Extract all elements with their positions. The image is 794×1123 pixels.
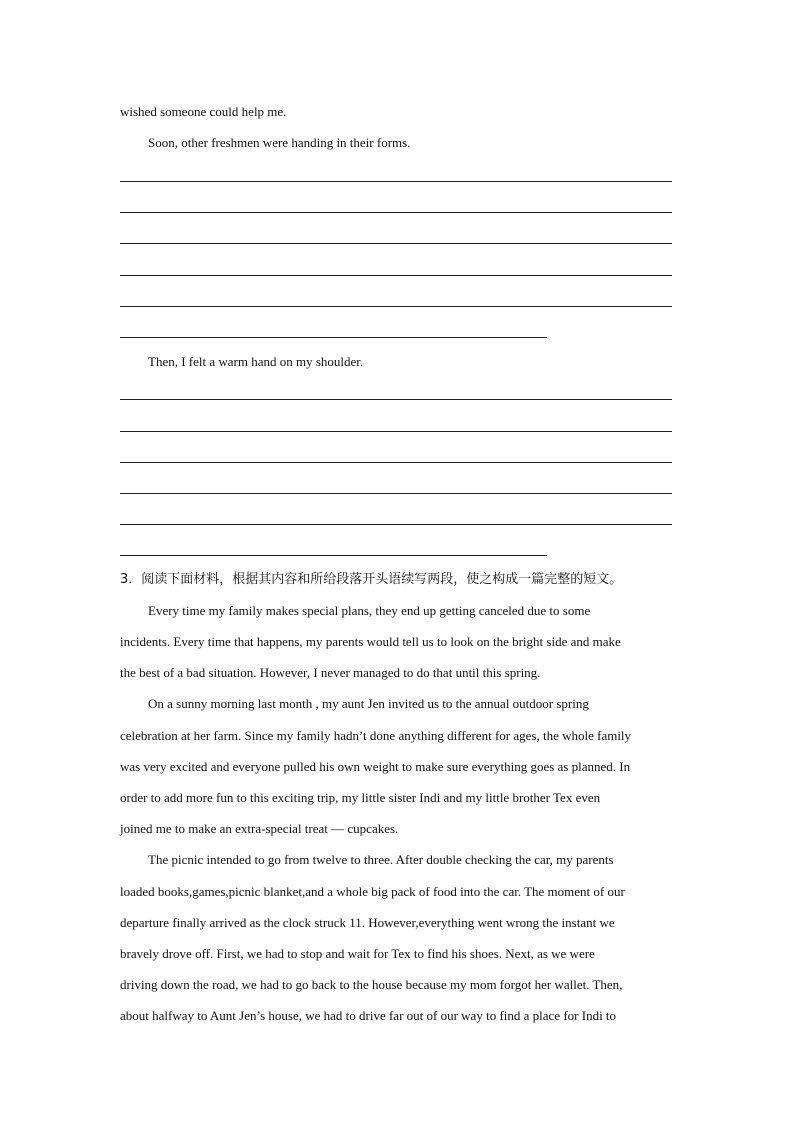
passage-line: about halfway to Aunt Jen’s house, we had to drive far out of our way to find a place for Indi to <box>120 1008 617 1023</box>
writing-line <box>120 462 672 463</box>
writing-line <box>120 524 672 525</box>
passage-line: incidents. Every time that happens, my parents would tell us to look on the bright side and make <box>120 634 621 649</box>
continuation-text: wished someone could help me. <box>120 104 287 119</box>
passage-line: celebration at her farm. Since my family hadn’t done anything different for ages, the whole family <box>120 728 632 743</box>
writing-line <box>120 306 672 307</box>
passage-line: bravely drove off. First, we had to stop and wait for Tex to find his shoes. Next, as we were <box>120 946 595 961</box>
writing-line <box>120 243 672 244</box>
paragraph-opener-2: Then, I felt a warm hand on my shoulder. <box>148 354 364 369</box>
writing-line <box>120 337 547 338</box>
passage-line: joined me to make an extra-special treat — cupcakes. <box>120 821 399 836</box>
writing-line <box>120 275 672 276</box>
writing-line <box>120 555 547 556</box>
passage-line: was very excited and everyone pulled his own weight to make sure everything goes as planned. In <box>120 759 631 774</box>
passage-line: order to add more fun to this exciting trip, my little sister Indi and my little brother Tex even <box>120 790 601 805</box>
passage-line: loaded books,games,picnic blanket,and a whole big pack of food into the car. The moment of our <box>120 884 625 899</box>
writing-line <box>120 212 672 213</box>
writing-line <box>120 493 672 494</box>
paragraph-opener-1: Soon, other freshmen were handing in their forms. <box>148 135 411 150</box>
passage-line: The picnic intended to go from twelve to three. After double checking the car, my parents <box>148 852 614 867</box>
passage-line: the best of a bad situation. However, I never managed to do that until this spring. <box>120 665 541 680</box>
writing-line <box>120 431 672 432</box>
question-heading: 3．阅读下面材料，根据其内容和所给段落开头语续写两段，使之构成一篇完整的短文。 <box>120 572 623 587</box>
passage-line: driving down the road, we had to go back to the house because my mom forgot her wallet. Then, <box>120 977 623 992</box>
passage-line: departure finally arrived as the clock struck 11. However,everything went wrong the instant we <box>120 915 615 930</box>
writing-line <box>120 181 672 182</box>
passage-line: On a sunny morning last month , my aunt Jen invited us to the annual outdoor spring <box>148 696 589 711</box>
writing-line <box>120 399 672 400</box>
passage-line: Every time my family makes special plans, they end up getting canceled due to some <box>148 603 591 618</box>
